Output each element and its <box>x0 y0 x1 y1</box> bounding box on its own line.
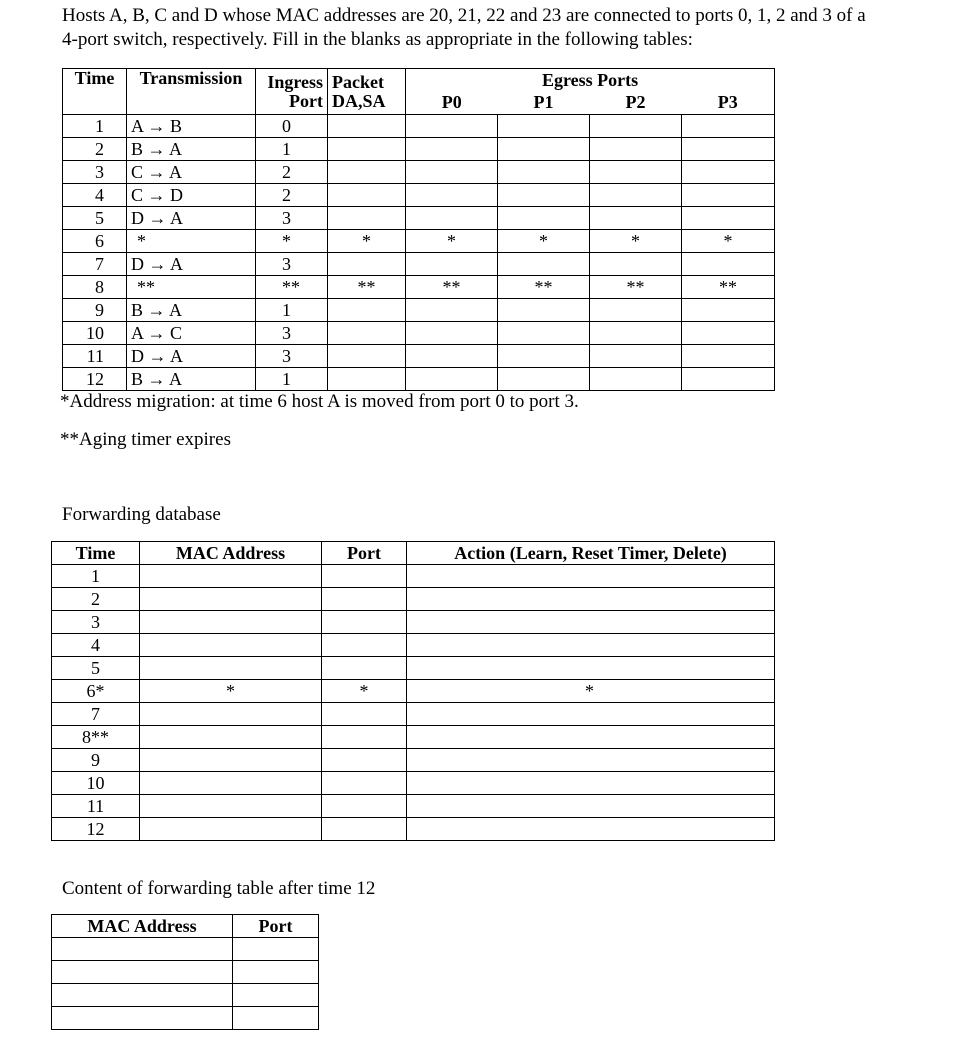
time-cell: 7 <box>63 253 127 276</box>
fdb-mac-cell <box>140 795 322 818</box>
header-ingress-line2: Port <box>289 90 323 111</box>
ingress-port-cell: 0 <box>256 115 328 138</box>
egress-p0-cell: * <box>406 230 498 253</box>
final-mac-cell <box>52 938 233 961</box>
time-cell: 10 <box>63 322 127 345</box>
fdb-action-cell <box>407 588 775 611</box>
fdb-time-cell: 7 <box>52 703 140 726</box>
table-row <box>63 230 775 253</box>
transmission-cell: C → A <box>127 161 256 184</box>
fdb-action-cell <box>407 818 775 841</box>
header-packet <box>328 69 406 115</box>
final-header-port: Port <box>233 915 319 938</box>
final-port-cell <box>233 938 319 961</box>
egress-p2-cell <box>590 161 682 184</box>
final-port-cell <box>233 984 319 1007</box>
egress-p1-cell <box>498 138 590 161</box>
fdb-header-port: Port <box>322 542 407 565</box>
intro-paragraph <box>62 4 962 52</box>
fdb-port-cell: * <box>322 680 407 703</box>
forwarding-db-caption: Forwarding database <box>62 504 221 525</box>
fdb-mac-cell <box>140 818 322 841</box>
table-row <box>63 184 775 207</box>
ingress-port-cell: 1 <box>256 138 328 161</box>
header-p2: P2 <box>590 92 682 115</box>
fdb-mac-cell: * <box>140 680 322 703</box>
egress-p0-cell <box>406 207 498 230</box>
egress-p3-cell <box>682 161 775 184</box>
final-table-caption: Content of forwarding table after time 12 <box>62 878 376 899</box>
egress-p0-cell <box>406 368 498 391</box>
ingress-port-cell: 3 <box>256 322 328 345</box>
fdb-port-cell <box>322 565 407 588</box>
time-cell: 2 <box>63 138 127 161</box>
fdb-action-cell <box>407 703 775 726</box>
fdb-port-cell <box>322 657 407 680</box>
transmission-cell: A → C <box>127 322 256 345</box>
transmission-cell: * <box>127 230 256 253</box>
egress-p1-cell <box>498 368 590 391</box>
fdb-port-cell <box>322 588 407 611</box>
time-cell: 9 <box>63 299 127 322</box>
header-ingress-line1: Ingress <box>267 71 323 92</box>
fdb-port-cell <box>322 749 407 772</box>
table-row <box>52 795 775 818</box>
fdb-time-cell: 4 <box>52 634 140 657</box>
ingress-port-cell: 1 <box>256 368 328 391</box>
ingress-port-cell: 2 <box>256 184 328 207</box>
transmission-cell: B → A <box>127 368 256 391</box>
packet-cell <box>328 322 406 345</box>
table-row <box>52 938 319 961</box>
fdb-mac-cell <box>140 611 322 634</box>
forwarding-database-table <box>51 541 775 841</box>
intro-line-2: 4-port switch, respectively. Fill in the blanks as appropriate in the following tables: <box>62 29 693 50</box>
transmission-cell: D → A <box>127 253 256 276</box>
fdb-port-cell <box>322 703 407 726</box>
fdb-action-cell <box>407 772 775 795</box>
fdb-action-cell <box>407 634 775 657</box>
final-forwarding-table <box>51 914 319 1030</box>
fdb-mac-cell <box>140 565 322 588</box>
header-p3: P3 <box>682 92 775 115</box>
egress-p0-cell <box>406 345 498 368</box>
transmission-cell: A → B <box>127 115 256 138</box>
transmission-cell: D → A <box>127 207 256 230</box>
header-egress-ports: Egress Ports <box>406 69 775 92</box>
fdb-mac-cell <box>140 703 322 726</box>
egress-p1-cell <box>498 161 590 184</box>
fdb-action-cell <box>407 565 775 588</box>
packet-cell <box>328 184 406 207</box>
time-cell: 6 <box>63 230 127 253</box>
egress-p0-cell <box>406 138 498 161</box>
fdb-port-cell <box>322 795 407 818</box>
egress-p0-cell <box>406 161 498 184</box>
egress-p1-cell <box>498 322 590 345</box>
final-mac-cell <box>52 961 233 984</box>
fdb-action-cell <box>407 795 775 818</box>
fdb-mac-cell <box>140 634 322 657</box>
egress-p2-cell <box>590 368 682 391</box>
egress-p1-cell <box>498 184 590 207</box>
fdb-mac-cell <box>140 772 322 795</box>
table-row <box>52 611 775 634</box>
transmission-cell: ** <box>127 276 256 299</box>
fdb-port-cell <box>322 772 407 795</box>
ingress-port-cell: * <box>256 230 328 253</box>
table-row <box>63 276 775 299</box>
egress-p3-cell <box>682 299 775 322</box>
fdb-mac-cell <box>140 588 322 611</box>
fdb-time-cell: 12 <box>52 818 140 841</box>
footnote-aging: **Aging timer expires <box>60 429 231 450</box>
egress-p0-cell <box>406 322 498 345</box>
header-ingress-port <box>256 69 328 115</box>
table-row <box>63 138 775 161</box>
packet-cell <box>328 138 406 161</box>
egress-p0-cell <box>406 115 498 138</box>
fdb-time-cell: 8** <box>52 726 140 749</box>
egress-p2-cell: ** <box>590 276 682 299</box>
fdb-time-cell: 10 <box>52 772 140 795</box>
fdb-action-cell <box>407 726 775 749</box>
egress-p2-cell <box>590 138 682 161</box>
fdb-mac-cell <box>140 726 322 749</box>
table-row <box>52 961 319 984</box>
egress-p1-cell: * <box>498 230 590 253</box>
egress-p3-cell <box>682 207 775 230</box>
egress-p3-cell <box>682 138 775 161</box>
egress-p1-cell <box>498 253 590 276</box>
packet-cell <box>328 345 406 368</box>
egress-p2-cell <box>590 207 682 230</box>
fdb-action-cell <box>407 749 775 772</box>
packet-cell: ** <box>328 276 406 299</box>
egress-p3-cell: * <box>682 230 775 253</box>
final-header-mac: MAC Address <box>52 915 233 938</box>
final-port-cell <box>233 1007 319 1030</box>
egress-p1-cell <box>498 345 590 368</box>
fdb-header-time: Time <box>52 542 140 565</box>
egress-p2-cell <box>590 184 682 207</box>
egress-p0-cell <box>406 253 498 276</box>
table-row <box>63 161 775 184</box>
fdb-time-cell: 1 <box>52 565 140 588</box>
fdb-action-cell: * <box>407 680 775 703</box>
packet-cell <box>328 368 406 391</box>
fdb-time-cell: 5 <box>52 657 140 680</box>
packet-cell <box>328 161 406 184</box>
egress-p3-cell <box>682 115 775 138</box>
intro-line-1: Hosts A, B, C and D whose MAC addresses are 20, 21, 22 and 23 are connected to ports 0, 1, 2 and 3 of a <box>62 5 866 26</box>
table-row <box>52 772 775 795</box>
table-row <box>63 322 775 345</box>
fdb-header-action: Action (Learn, Reset Timer, Delete) <box>407 542 775 565</box>
egress-p1-cell <box>498 207 590 230</box>
egress-p0-cell <box>406 184 498 207</box>
egress-p2-cell: * <box>590 230 682 253</box>
fdb-port-cell <box>322 611 407 634</box>
header-p1: P1 <box>498 92 590 115</box>
egress-p3-cell <box>682 322 775 345</box>
fdb-action-cell <box>407 657 775 680</box>
fdb-mac-cell <box>140 657 322 680</box>
table-row <box>52 565 775 588</box>
egress-p1-cell <box>498 115 590 138</box>
time-cell: 12 <box>63 368 127 391</box>
egress-p2-cell <box>590 345 682 368</box>
time-cell: 1 <box>63 115 127 138</box>
table-row <box>63 368 775 391</box>
fdb-mac-cell <box>140 749 322 772</box>
table-row <box>52 984 319 1007</box>
transmission-cell: B → A <box>127 138 256 161</box>
header-packet-line2: DA,SA <box>332 90 386 111</box>
table-row <box>52 588 775 611</box>
egress-p1-cell: ** <box>498 276 590 299</box>
egress-p1-cell <box>498 299 590 322</box>
table-row <box>52 703 775 726</box>
egress-p2-cell <box>590 253 682 276</box>
time-cell: 8 <box>63 276 127 299</box>
egress-p0-cell: ** <box>406 276 498 299</box>
time-cell: 5 <box>63 207 127 230</box>
packet-cell <box>328 115 406 138</box>
header-p0: P0 <box>406 92 498 115</box>
table-row <box>52 1007 319 1030</box>
egress-p2-cell <box>590 322 682 345</box>
fdb-header-mac: MAC Address <box>140 542 322 565</box>
header-time: Time <box>63 69 127 115</box>
egress-p3-cell <box>682 253 775 276</box>
ingress-port-cell: 2 <box>256 161 328 184</box>
transmission-cell: C → D <box>127 184 256 207</box>
egress-p0-cell <box>406 299 498 322</box>
table-row <box>63 253 775 276</box>
fdb-time-cell: 2 <box>52 588 140 611</box>
table-row <box>52 634 775 657</box>
table-row <box>52 657 775 680</box>
header-transmission: Transmission <box>127 69 256 115</box>
header-packet-line1: Packet <box>332 71 384 92</box>
time-cell: 4 <box>63 184 127 207</box>
fdb-time-cell: 9 <box>52 749 140 772</box>
time-cell: 3 <box>63 161 127 184</box>
ingress-port-cell: 3 <box>256 253 328 276</box>
transmission-table <box>62 68 775 391</box>
egress-p3-cell: ** <box>682 276 775 299</box>
packet-cell <box>328 299 406 322</box>
final-mac-cell <box>52 984 233 1007</box>
footnote-migration: *Address migration: at time 6 host A is moved from port 0 to port 3. <box>60 391 579 412</box>
table-row <box>52 818 775 841</box>
table-row <box>52 726 775 749</box>
packet-cell <box>328 253 406 276</box>
fdb-port-cell <box>322 726 407 749</box>
egress-p2-cell <box>590 115 682 138</box>
final-mac-cell <box>52 1007 233 1030</box>
transmission-cell: D → A <box>127 345 256 368</box>
table-row <box>52 749 775 772</box>
fdb-action-cell <box>407 611 775 634</box>
table-row <box>63 299 775 322</box>
fdb-time-cell: 11 <box>52 795 140 818</box>
fdb-time-cell: 3 <box>52 611 140 634</box>
final-port-cell <box>233 961 319 984</box>
ingress-port-cell: 1 <box>256 299 328 322</box>
table-row <box>63 345 775 368</box>
packet-cell <box>328 207 406 230</box>
fdb-port-cell <box>322 818 407 841</box>
table-row <box>63 115 775 138</box>
egress-p3-cell <box>682 368 775 391</box>
ingress-port-cell: ** <box>256 276 328 299</box>
fdb-port-cell <box>322 634 407 657</box>
table-row <box>52 680 775 703</box>
packet-cell: * <box>328 230 406 253</box>
fdb-time-cell: 6* <box>52 680 140 703</box>
egress-p2-cell <box>590 299 682 322</box>
ingress-port-cell: 3 <box>256 207 328 230</box>
transmission-cell: B → A <box>127 299 256 322</box>
egress-p3-cell <box>682 184 775 207</box>
ingress-port-cell: 3 <box>256 345 328 368</box>
egress-p3-cell <box>682 345 775 368</box>
table-row <box>63 207 775 230</box>
time-cell: 11 <box>63 345 127 368</box>
